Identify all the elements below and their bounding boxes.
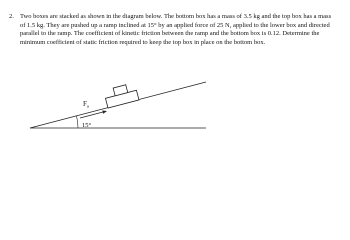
angle-label: 15° xyxy=(82,122,92,129)
angle-arc xyxy=(76,116,78,128)
applied-force-arrow xyxy=(80,112,104,118)
problem-number: 2. xyxy=(9,13,14,20)
force-label: $F_a$ xyxy=(83,100,89,109)
problem-statement: Two boxes are stacked as shown in the diagram below. The bottom box has a mass of 3.5 kg and the top box has a mass of 1.5 kg. They are pushed up a ramp inclined at 15° by an applied force of 25 N, applied to the lower box and directed parallel to the ramp. The coefficient of kinetic friction between the ramp and the bottom box is 0.12. Determine the minimum coefficient of static friction required to keep the top box in place on the bottom box. xyxy=(20,13,332,46)
arrow-head xyxy=(102,111,107,114)
